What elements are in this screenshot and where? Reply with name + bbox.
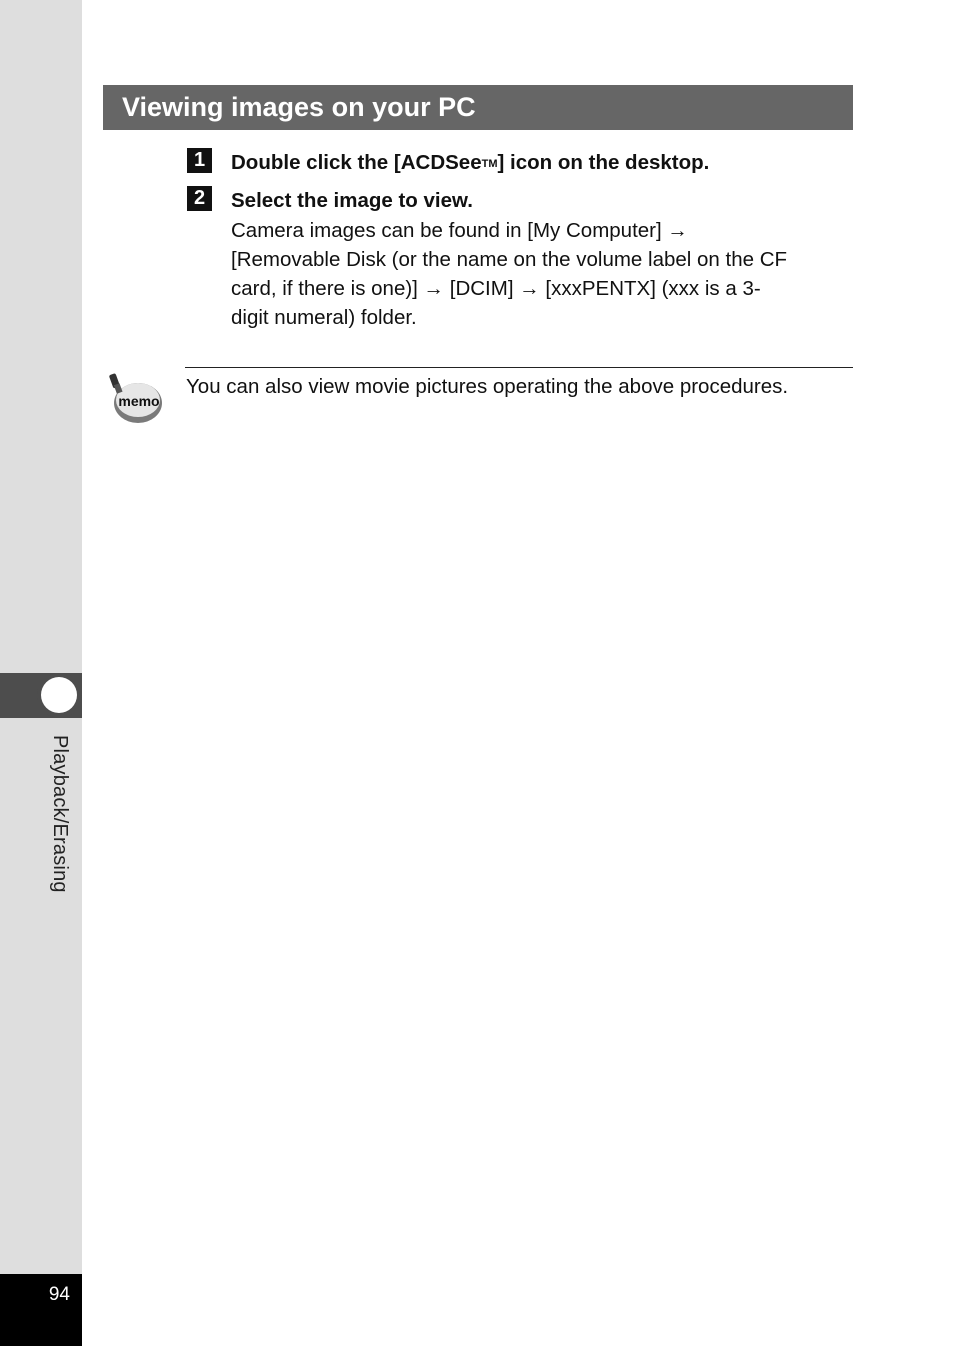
trademark-mark: TM (481, 158, 498, 170)
step-body-line: digit numeral) folder. (231, 306, 417, 329)
memo-icon-label: memo (118, 393, 160, 409)
step-body-line: card, if there is one)] → [DCIM] → [xxxPENTX] (xxx is a 3- (231, 277, 761, 300)
step-title-1: Double click the [ACDSee™] icon on the desktop. (231, 151, 710, 174)
step-body-line: [Removable Disk (or the name on the volume label on the CF (231, 248, 788, 271)
memo-divider (185, 367, 853, 368)
step-body-2 (231, 216, 851, 332)
step-body-line: Camera images can be found in [My Computer] → (231, 219, 688, 242)
section-tab-circle-inner (41, 677, 77, 713)
page-title: Viewing images on your PC (122, 92, 476, 122)
section-label: Playback/Erasing (49, 735, 71, 893)
page-number: 94 (48, 1284, 70, 1305)
step-number-2: 2 (187, 186, 212, 211)
memo-icon (105, 372, 165, 424)
memo-text: You can also view movie pictures operating the above procedures. (186, 375, 789, 398)
step-number-1: 1 (187, 148, 212, 173)
step-title-2: Select the image to view. (231, 189, 473, 212)
